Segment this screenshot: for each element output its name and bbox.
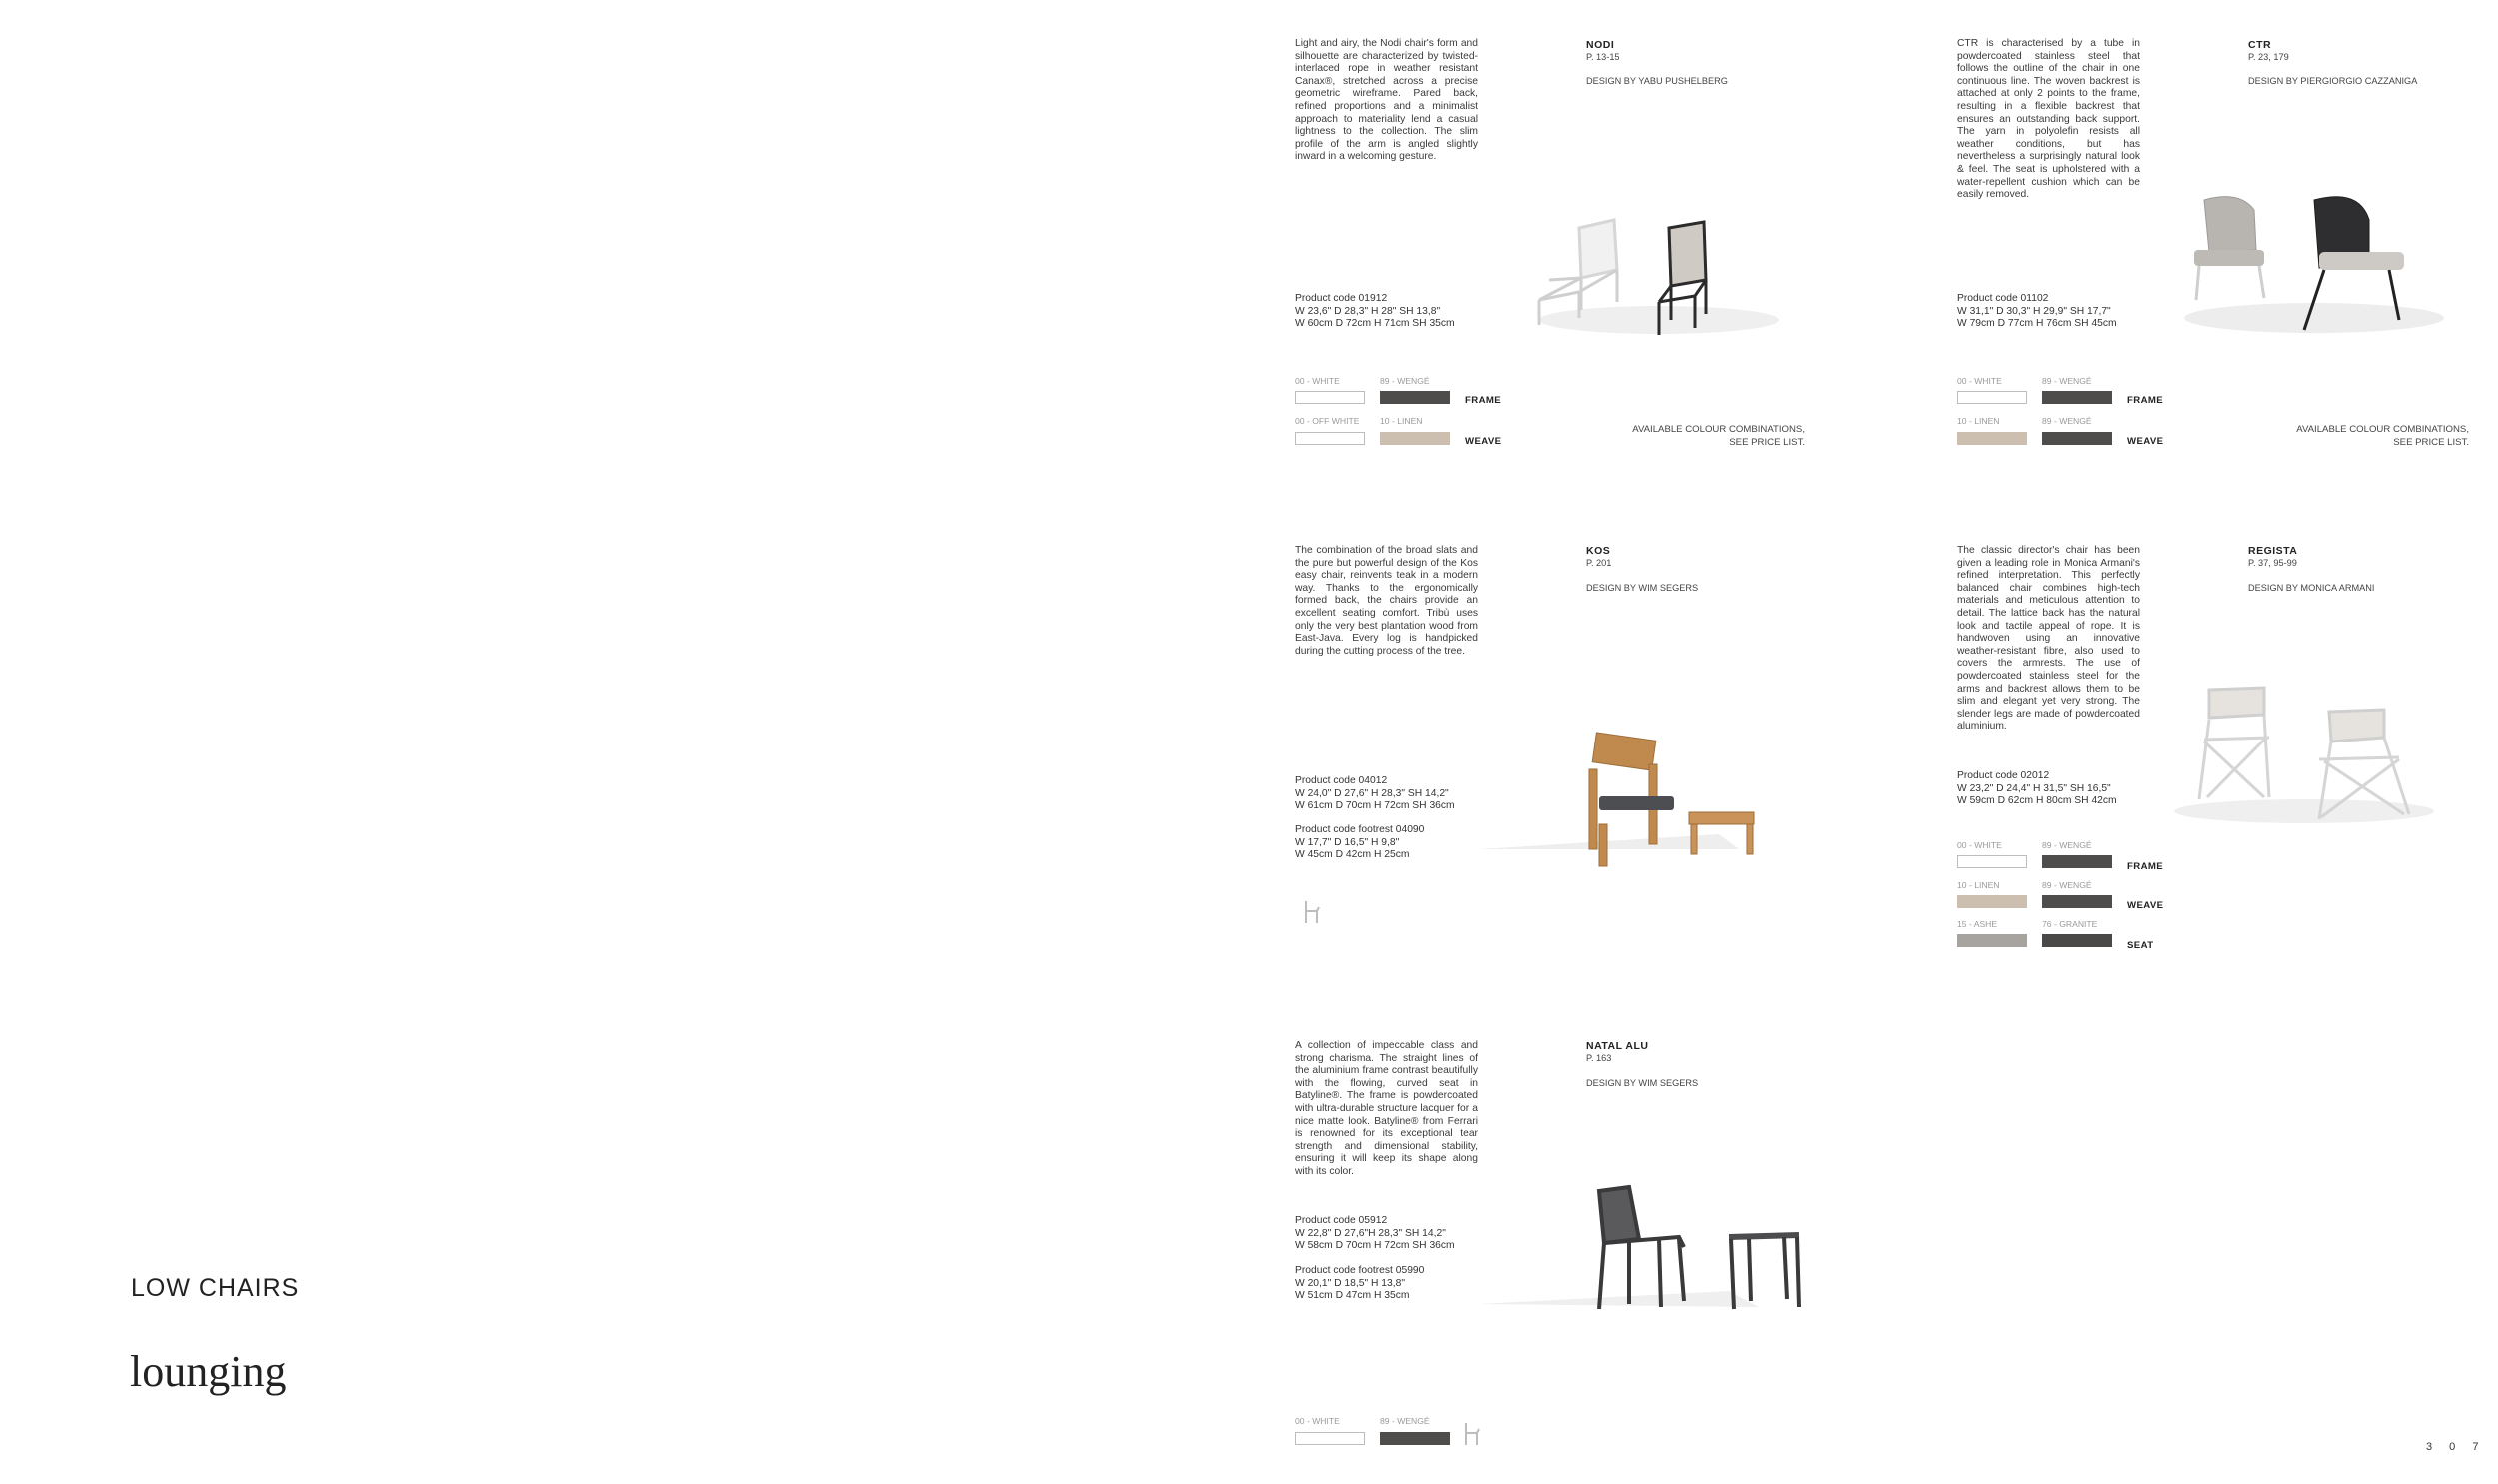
nodi-pages: P. 13-15	[1586, 52, 1620, 62]
nodi-dimensions-in: W 23,6" D 28,3" H 28" SH 13,8"	[1295, 305, 1441, 317]
kos-product-code: Product code 04012	[1295, 775, 1388, 786]
ctr-dimensions-in: W 31,1" D 30,3" H 29,9" SH 17,7"	[1957, 305, 2111, 317]
swatch-white	[1957, 391, 2027, 404]
kos-dimensions-cm: W 61cm D 70cm H 72cm SH 36cm	[1295, 800, 1455, 812]
swatch-wenge	[1380, 391, 1450, 404]
swatch-granite	[2042, 934, 2112, 947]
natal-footrest-dimensions-in: W 20,1" D 18,5" H 13,8"	[1295, 1277, 1405, 1289]
natal-footrest-spec	[1295, 1265, 1424, 1303]
chair-icon	[1461, 1421, 1483, 1447]
swatch-wenge	[2042, 855, 2112, 868]
frame-label: FRAME	[1465, 395, 1502, 406]
nodi-product-code: Product code 01912	[1295, 293, 1388, 304]
natal-chair-image	[1479, 1179, 1809, 1329]
kos-description: The combination of the broad slats and the pure but powerful design of the Kos easy chair, reinvents teak in a modern way. Thanks to the ergonomically formed back, the chairs provide an excellent seating comfort. Tribù uses only the very best plantation wood from East-Java. Every log is handpicked during the cutting process of the tree.	[1295, 545, 1478, 657]
swatch-label: 00 - WHITE	[1957, 376, 2002, 386]
chair-icon	[1301, 899, 1323, 925]
nodi-dimensions-cm: W 60cm D 72cm H 71cm SH 35cm	[1295, 318, 1455, 330]
nodi-chairs-image	[1519, 210, 1789, 345]
kos-pages: P. 201	[1586, 558, 1612, 568]
seat-label: SEAT	[2127, 940, 2154, 951]
regista-dimensions-cm: W 59cm D 62cm H 80cm SH 42cm	[1957, 795, 2117, 807]
ctr-description: CTR is characterised by a tube in powdercoated stainless steel that follows the outline of the chair in one continuous line. The woven backrest is attached at only 2 points to the frame, resulting in a flexible backrest that ensures an outstanding back support. The yarn in polyolefin resists all weather conditions, but has nevertheless a surprisingly natural look & feel. The seat is upholstered with a water-repellent cushion which can be easily removed.	[1957, 38, 2140, 201]
available-line: AVAILABLE COLOUR COMBINATIONS,	[2296, 424, 2469, 435]
ctr-product-code: Product code 01102	[1957, 293, 2049, 304]
natal-description: A collection of impeccable class and strong charisma. The straight lines of the aluminium frame contrast beautifully with the flowing, curved seat in Batyline®. The frame is powdercoated with ultra-durable structure lacquer for a nice matte look. Batyline® from Ferrari is renowned for its exceptional tear strength and dimensional stability, ensuring it will keep its shape along with its color.	[1295, 1040, 1478, 1177]
nodi-designer: DESIGN BY YABU PUSHELBERG	[1586, 76, 1728, 86]
swatch-off-white	[1295, 432, 1365, 445]
swatch-wenge	[2042, 895, 2112, 908]
swatch-label: 00 - OFF WHITE	[1295, 416, 1360, 426]
natal-dimensions-cm: W 58cm D 70cm H 72cm SH 36cm	[1295, 1240, 1455, 1252]
natal-spec	[1295, 1215, 1455, 1253]
ctr-spec	[1957, 293, 2117, 331]
swatch-label: 89 - WENGÉ	[1380, 1416, 1430, 1426]
weave-label: WEAVE	[2127, 900, 2164, 911]
available-line: AVAILABLE COLOUR COMBINATIONS,	[1632, 424, 1805, 435]
section-subtitle: lounging	[130, 1347, 287, 1396]
regista-pages: P. 37, 95-99	[2248, 558, 2297, 568]
swatch-wenge	[2042, 432, 2112, 445]
kos-footrest-dimensions-in: W 17,7" D 16,5" H 9,8"	[1295, 836, 1400, 848]
ctr-designer: DESIGN BY PIERGIORGIO CAZZANIGA	[2248, 76, 2418, 86]
kos-spec	[1295, 775, 1455, 813]
page-number: 3 0 7	[2426, 1441, 2486, 1453]
natal-dimensions-in: W 22,8" D 27,6"H 28,3" SH 14,2"	[1295, 1227, 1446, 1239]
swatch-label: 76 - GRANITE	[2042, 919, 2098, 929]
kos-name: KOS	[1586, 545, 1611, 557]
swatch-label: 00 - WHITE	[1295, 1416, 1340, 1426]
regista-product-code: Product code 02012	[1957, 770, 2050, 781]
swatch-label: 89 - WENGÉ	[2042, 376, 2092, 386]
regista-spec	[1957, 770, 2117, 808]
weave-label: WEAVE	[1465, 436, 1502, 447]
kos-footrest-dimensions-cm: W 45cm D 42cm H 25cm	[1295, 849, 1410, 861]
swatch-label: 89 - WENGÉ	[2042, 840, 2092, 850]
kos-footrest-spec	[1295, 824, 1424, 862]
natal-footrest-dimensions-cm: W 51cm D 47cm H 35cm	[1295, 1290, 1410, 1302]
swatch-label: 10 - LINEN	[1957, 416, 2000, 426]
nodi-description: Light and airy, the Nodi chair's form and silhouette are characterized by twisted-interlaced rope in weather resistant Canax®, stretched across a precise geometric wireframe. Pared back, refined proportions and a minimalist approach to materiality lend a casual lightness to the collection. The slim profile of the arm is angled slightly inward in a welcoming gesture.	[1295, 38, 1478, 163]
regista-description: The classic director's chair has been given a leading role in Monica Armani's refined interpretation. This perfectly balanced chair combines high-tech materials and meticulous attention to detail. The lattice back has the natural look and tactile appeal of rope. It is handwoven using an innovative weather-resistant fibre, also used to covers the armrests. The use of powdercoated stainless steel for the arms and backrest allows them to be slim and elegant yet very strong. The slender legs are made of powdercoated aluminium.	[1957, 545, 2140, 733]
weave-label: WEAVE	[2127, 436, 2164, 447]
regista-name: REGISTA	[2248, 545, 2298, 557]
swatch-label: 89 - WENGÉ	[2042, 416, 2092, 426]
swatch-linen	[1380, 432, 1450, 445]
swatch-label: 15 - ASHE	[1957, 919, 1998, 929]
ctr-dimensions-cm: W 79cm D 77cm H 76cm SH 45cm	[1957, 318, 2117, 330]
nodi-spec	[1295, 293, 1455, 331]
regista-designer: DESIGN BY MONICA ARMANI	[2248, 583, 2375, 593]
available-line: SEE PRICE LIST.	[1729, 436, 1805, 448]
regista-dimensions-in: W 23,2" D 24,4" H 31,5" SH 16,5"	[1957, 782, 2111, 794]
natal-footrest-code: Product code footrest 05990	[1295, 1265, 1425, 1276]
swatch-label: 10 - LINEN	[1380, 416, 1423, 426]
natal-product-code: Product code 05912	[1295, 1215, 1388, 1226]
swatch-white	[1957, 855, 2027, 868]
swatch-label: 89 - WENGÉ	[1380, 376, 1430, 386]
swatch-wenge	[1380, 1432, 1450, 1445]
swatch-label: 00 - WHITE	[1295, 376, 1340, 386]
natal-name: NATAL ALU	[1586, 1040, 1649, 1052]
available-colours-note	[2269, 424, 2469, 449]
swatch-linen	[1957, 432, 2027, 445]
natal-pages: P. 163	[1586, 1053, 1612, 1063]
kos-chair-image	[1479, 725, 1779, 874]
available-colours-note	[1605, 424, 1805, 449]
available-line: SEE PRICE LIST.	[2393, 436, 2469, 448]
swatch-white	[1295, 1432, 1365, 1445]
kos-designer: DESIGN BY WIM SEGERS	[1586, 583, 1699, 593]
nodi-name: NODI	[1586, 39, 1615, 51]
swatch-label: 89 - WENGÉ	[2042, 880, 2092, 890]
swatch-wenge	[2042, 391, 2112, 404]
regista-chairs-image	[2159, 680, 2449, 829]
section-title: LOW CHAIRS	[131, 1274, 300, 1302]
ctr-name: CTR	[2248, 39, 2272, 51]
swatch-linen	[1957, 895, 2027, 908]
natal-designer: DESIGN BY WIM SEGERS	[1586, 1078, 1699, 1088]
kos-footrest-code: Product code footrest 04090	[1295, 824, 1425, 835]
ctr-pages: P. 23, 179	[2248, 52, 2289, 62]
swatch-white	[1295, 391, 1365, 404]
swatch-label: 00 - WHITE	[1957, 840, 2002, 850]
swatch-ashe	[1957, 934, 2027, 947]
ctr-chairs-image	[2154, 190, 2454, 340]
frame-label: FRAME	[2127, 395, 2164, 406]
kos-dimensions-in: W 24,0" D 27,6" H 28,3" SH 14,2"	[1295, 787, 1449, 799]
frame-label: FRAME	[2127, 861, 2164, 872]
swatch-label: 10 - LINEN	[1957, 880, 2000, 890]
